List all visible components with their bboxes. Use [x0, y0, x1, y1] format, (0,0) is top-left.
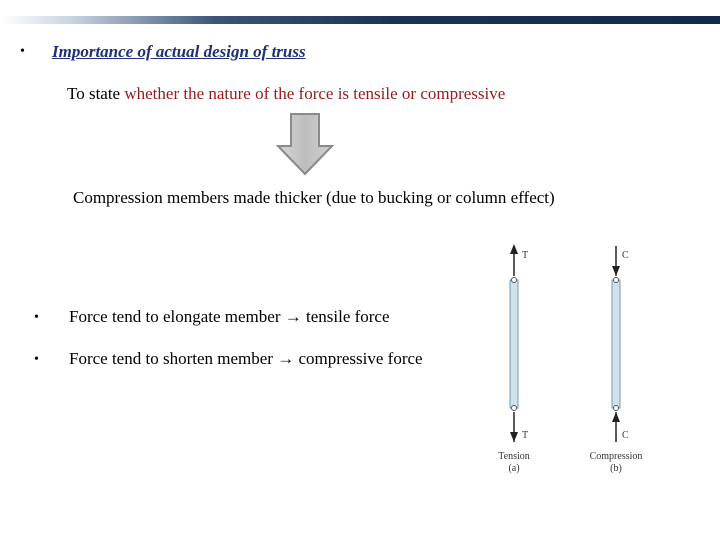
- truss-member-figure: [488, 238, 668, 478]
- statement-prefix: To state: [67, 84, 125, 103]
- item-suffix: tensile force: [301, 307, 390, 326]
- compression-sub: (b): [610, 463, 622, 474]
- tension-sub: (a): [508, 463, 520, 474]
- down-arrow-icon: [276, 112, 334, 176]
- tension-caption: Tension: [498, 451, 530, 462]
- item-bullet: •: [34, 310, 39, 325]
- tension-top-label: T: [522, 250, 529, 261]
- right-arrow-icon: →: [277, 349, 295, 368]
- header-bar: [0, 16, 720, 24]
- list-item-tensile: [69, 307, 390, 327]
- heading-bullet: •: [20, 44, 25, 59]
- item-text: Force tend to shorten member: [69, 349, 278, 368]
- item-suffix: compressive force: [294, 349, 423, 368]
- slide-heading: Importance of actual design of truss: [52, 42, 306, 61]
- right-arrow-icon: →: [284, 307, 302, 326]
- conclusion-line: Compression members made thicker (due to bucking or column effect): [73, 188, 555, 207]
- compression-bottom-label: C: [622, 430, 629, 441]
- item-bullet: •: [34, 352, 39, 367]
- compression-member: [612, 246, 620, 442]
- compression-top-label: C: [622, 250, 629, 261]
- statement-line: [67, 84, 505, 104]
- statement-highlight: whether the nature of the force is tensile or compressive: [124, 84, 506, 103]
- tension-member: [510, 244, 518, 442]
- list-item-compressive: [69, 349, 423, 369]
- item-text: Force tend to elongate member: [69, 307, 285, 326]
- tension-bottom-label: T: [522, 430, 529, 441]
- compression-caption: Compression: [589, 451, 643, 462]
